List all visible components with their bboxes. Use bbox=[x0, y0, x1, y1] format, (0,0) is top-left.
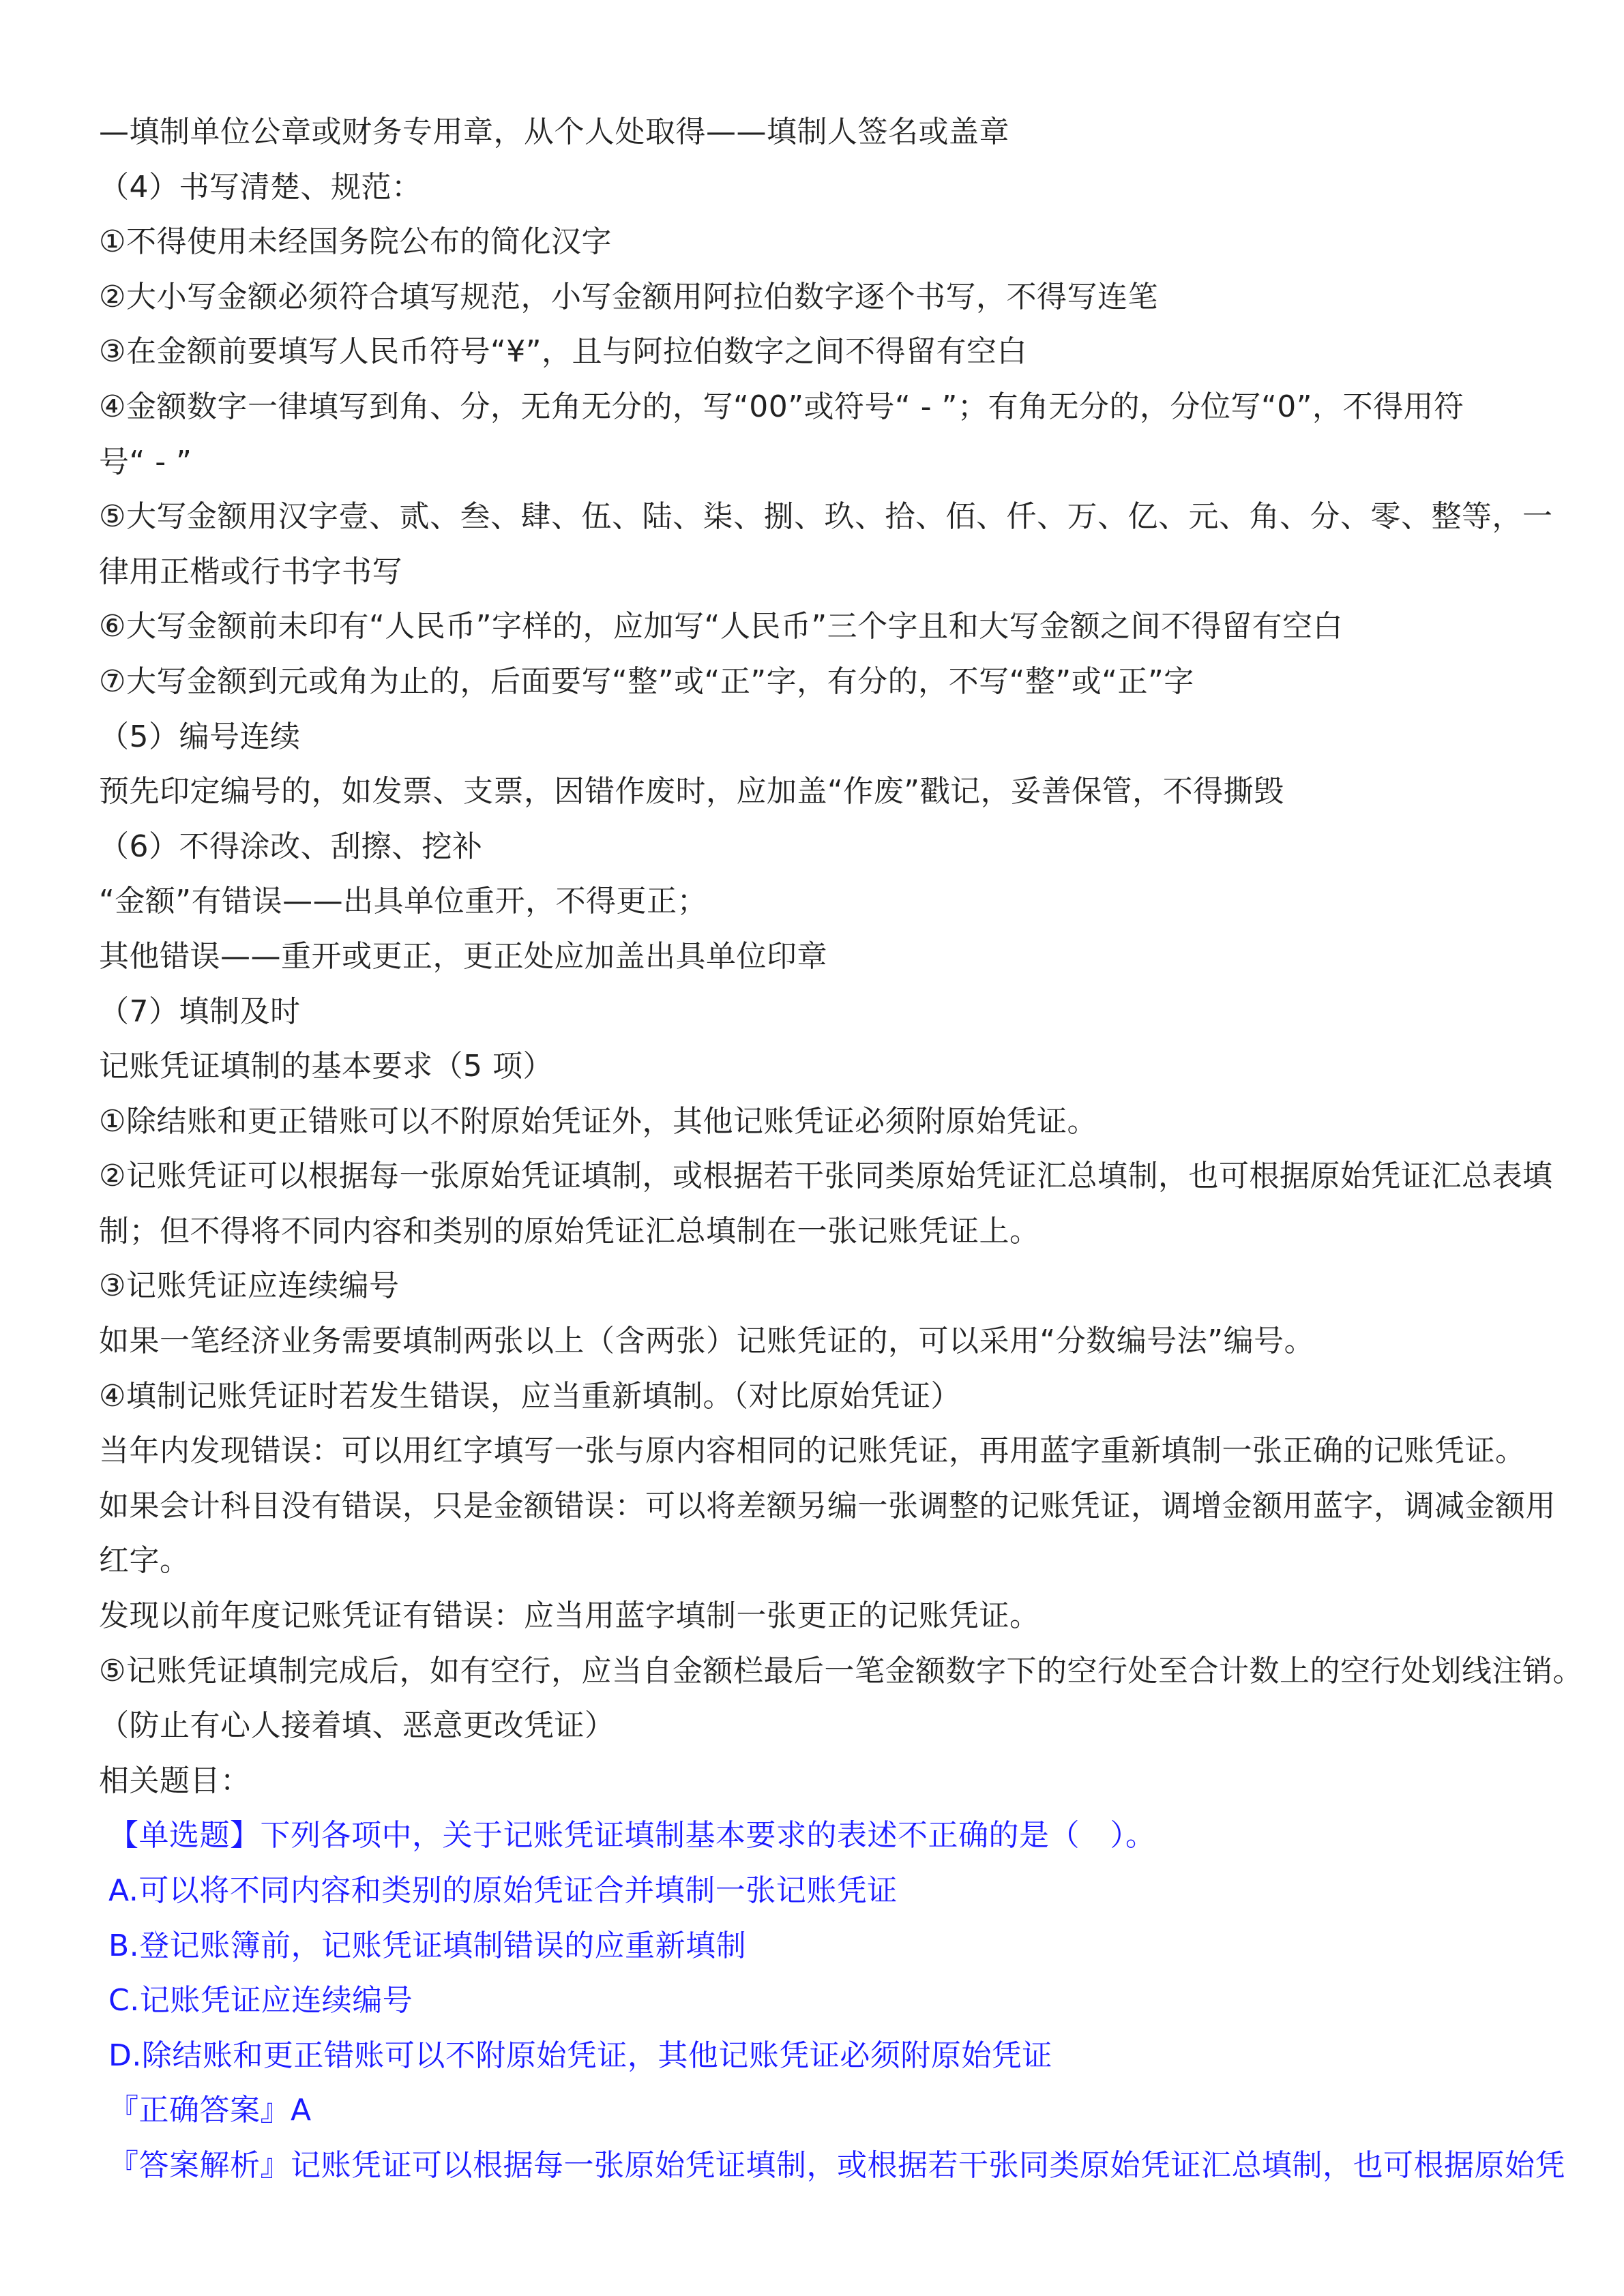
text-line: （5）编号连续 bbox=[99, 719, 301, 754]
text-line: （4）书写清楚、规范： bbox=[99, 169, 422, 205]
text-line: ②记账凭证可以根据每一张原始凭证填制，或根据若干张同类原始凭证汇总填制，也可根据原始凭证汇总表填 bbox=[99, 1159, 1553, 1194]
answer-option: B.登记账簿前，记账凭证填制错误的应重新填制 bbox=[108, 1928, 747, 1963]
text-line: （防止有心人接着填、恶意更改凭证） bbox=[99, 1708, 615, 1744]
text-line: 如果一笔经济业务需要填制两张以上（含两张）记账凭证的，可以采用“分数编号法”编号。 bbox=[99, 1324, 1315, 1359]
question-text-line: 【单选题】下列各项中，关于记账凭证填制基本要求的表述不正确的是（ ）。 bbox=[108, 1818, 1156, 1853]
text-line: “金额”有错误——出具单位重开，不得更正； bbox=[99, 884, 708, 919]
text-line: ②大小写金额必须符合填写规范，小写金额用阿拉伯数字逐个书写，不得写连笔 bbox=[99, 279, 1158, 314]
text-line: ⑤大写金额用汉字壹、贰、叁、肆、伍、陆、柒、捌、玖、拾、佰、仟、万、亿、元、角、分、零、整等，一 bbox=[99, 499, 1553, 535]
text-line: 相关题目： bbox=[99, 1763, 251, 1798]
text-line: ⑦大写金额到元或角为止的，后面要写“整”或“正”字，有分的，不写“整”或“正”字 bbox=[99, 664, 1194, 699]
text-line: 制；但不得将不同内容和类别的原始凭证汇总填制在一张记账凭证上。 bbox=[99, 1213, 1040, 1249]
text-line: 其他错误——重开或更正，更正处应加盖出具单位印章 bbox=[99, 938, 827, 974]
text-line: 律用正楷或行书字书写 bbox=[99, 554, 402, 589]
text-line: 发现以前年度记账凭证有错误：应当用蓝字填制一张更正的记账凭证。 bbox=[99, 1598, 1040, 1634]
answer-option: D.除结账和更正错账可以不附原始凭证，其他记账凭证必须附原始凭证 bbox=[108, 2038, 1052, 2073]
answer-option: A.可以将不同内容和类别的原始凭证合并填制一张记账凭证 bbox=[108, 1873, 898, 1908]
text-line: 如果会计科目没有错误，只是金额错误：可以将差额另编一张调整的记账凭证，调增金额用蓝字，调减金额用 bbox=[99, 1488, 1556, 1523]
text-line: ④填制记账凭证时若发生错误，应当重新填制。（对比原始凭证） bbox=[99, 1378, 961, 1414]
text-line: —填制单位公章或财务专用章，从个人处取得——填制人签名或盖章 bbox=[99, 115, 1009, 149]
text-line: ①不得使用未经国务院公布的简化汉字 bbox=[99, 224, 612, 260]
document-body bbox=[99, 105, 1583, 2194]
text-line: ⑤记账凭证填制完成后，如有空行，应当自金额栏最后一笔金额数字下的空行处至合计数上的空行处划线注销。 bbox=[99, 1653, 1583, 1688]
text-line: 预先印定编号的，如发票、支票，因错作废时，应加盖“作废”戳记，妥善保管，不得撕毁 bbox=[99, 774, 1284, 809]
answer-option: C.记账凭证应连续编号 bbox=[108, 1983, 413, 2018]
text-line: 当年内发现错误：可以用红字填写一张与原内容相同的记账凭证，再用蓝字重新填制一张正确的记账凭证。 bbox=[99, 1433, 1526, 1469]
text-line: 号“ - ” bbox=[99, 444, 192, 479]
text-line: 红字。 bbox=[99, 1543, 190, 1579]
text-line: （7）填制及时 bbox=[99, 994, 301, 1029]
question-text-line: 『答案解析』记账凭证可以根据每一张原始凭证填制，或根据若干张同类原始凭证汇总填制，也可根据原始凭 bbox=[108, 2147, 1565, 2183]
text-line: ①除结账和更正错账可以不附原始凭证外，其他记账凭证必须附原始凭证。 bbox=[99, 1103, 1097, 1139]
text-line: ④金额数字一律填写到角、分，无角无分的，写“00”或符号“ - ”；有角无分的，分位写“0”，不得用符 bbox=[99, 389, 1464, 424]
text-line: 记账凭证填制的基本要求（5 项） bbox=[99, 1049, 553, 1084]
question-text-line: 『正确答案』A bbox=[108, 2093, 312, 2128]
text-line: ⑥大写金额前未印有“人民币”字样的，应加写“人民币”三个字且和大写金额之间不得留有空白 bbox=[99, 609, 1344, 644]
text-line: （6）不得涂改、刮擦、挖补 bbox=[99, 829, 483, 864]
text-line: ③记账凭证应连续编号 bbox=[99, 1268, 400, 1304]
text-line: ③在金额前要填写人民币符号“¥”，且与阿拉伯数字之间不得留有空白 bbox=[99, 334, 1028, 370]
